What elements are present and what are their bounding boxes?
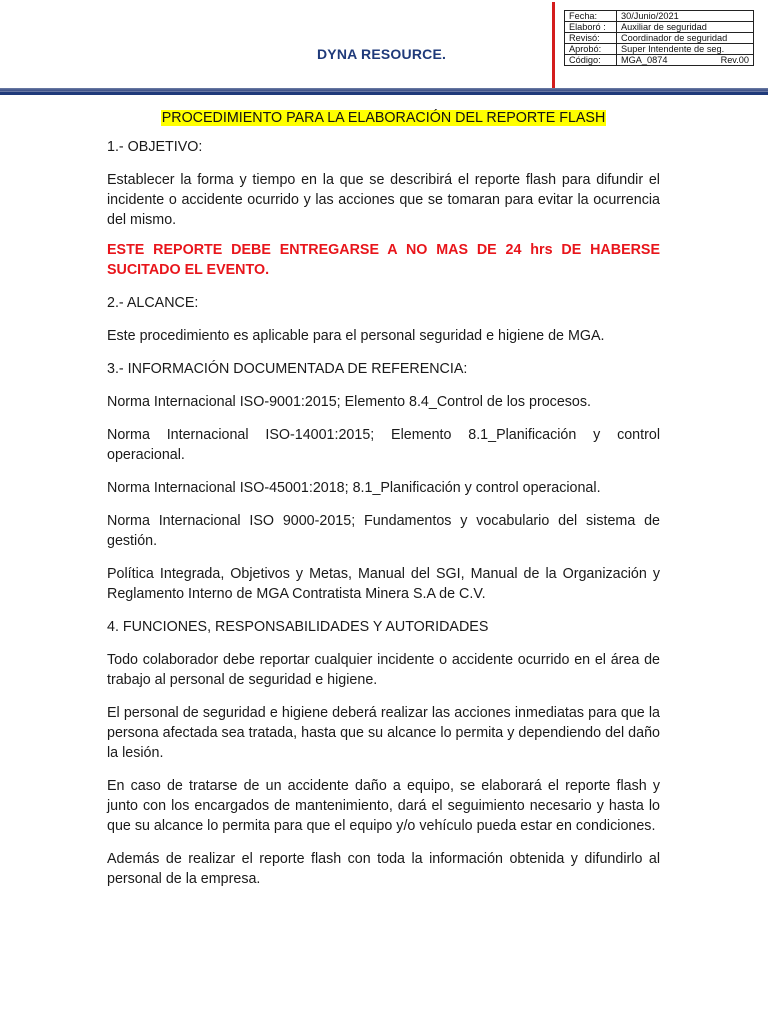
control-row — [565, 55, 754, 66]
control-label: Fecha: — [565, 11, 617, 22]
reference-item: Norma Internacional ISO 9000-2015; Fundamentos y vocabulario del sistema de gestión. — [107, 513, 660, 549]
control-label: Revisó: — [565, 33, 617, 44]
control-label: Código: — [565, 55, 617, 66]
control-row — [565, 11, 754, 22]
control-label: Elaboró : — [565, 22, 617, 33]
header-red-divider — [552, 2, 555, 90]
company-name: DYNA RESOURCE. — [317, 46, 447, 62]
reference-item: Norma Internacional ISO-9001:2015; Elemento 8.4_Control de los procesos. — [107, 394, 591, 410]
document-title: PROCEDIMIENTO PARA LA ELABORACIÓN DEL REPORTE FLASH — [161, 110, 606, 126]
reference-item: Norma Internacional ISO-14001:2015; Elemento 8.1_Planificación y control operacional. — [107, 427, 660, 463]
funciones-paragraph: El personal de seguridad e higiene deberá realizar las acciones inmediatas para que la persona afectada sea tratada, hasta que su alcance lo permita y dependiendo del daño la lesión. — [107, 705, 660, 761]
control-row — [565, 33, 754, 44]
funciones-paragraph: Además de realizar el reporte flash con toda la información obtenida y difundirlo al personal de la empresa. — [107, 851, 660, 887]
title-container — [107, 108, 660, 128]
section-heading-objetivo: 1.- OBJETIVO: — [107, 139, 203, 155]
control-row — [565, 22, 754, 33]
section-heading-funciones: 4. FUNCIONES, RESPONSABILIDADES Y AUTORIDADES — [107, 619, 489, 635]
control-value: Auxiliar de seguridad — [617, 22, 754, 33]
revision-number: Rev.00 — [720, 55, 749, 65]
control-label: Aprobó: — [565, 44, 617, 55]
control-value: Super Intendente de seg. — [617, 44, 754, 55]
document-control-table — [564, 10, 754, 66]
control-value: Coordinador de seguridad — [617, 33, 754, 44]
document-code: MGA_0874 — [621, 55, 668, 65]
section-heading-alcance: 2.- ALCANCE: — [107, 295, 199, 311]
reference-item: Política Integrada, Objetivos y Metas, Manual del SGI, Manual de la Organización y Reglamento Interno de MGA Contratista Minera S.A de C.V. — [107, 566, 660, 602]
document-body — [107, 108, 660, 902]
control-value: 30/Junio/2021 — [617, 11, 754, 22]
funciones-paragraph: En caso de tratarse de un accidente daño a equipo, se elaborará el reporte flash y junto con los encargados de mantenimiento, dará el seguimiento necesario y hasta lo que su alcance lo permita para que el equipo y/o vehículo pueda estar en condiciones. — [107, 778, 660, 834]
reference-item: Norma Internacional ISO-45001:2018; 8.1_Planificación y control operacional. — [107, 480, 601, 496]
control-value — [617, 55, 754, 66]
header-blue-line — [0, 92, 768, 95]
warning-text: ESTE REPORTE DEBE ENTREGARSE A NO MAS DE 24 hrs DE HABERSE SUCITADO EL EVENTO. — [107, 242, 660, 278]
funciones-paragraph: Todo colaborador debe reportar cualquier incidente o accidente ocurrido en el área de trabajo al personal de seguridad e higiene. — [107, 652, 660, 688]
alcance-text: Este procedimiento es aplicable para el personal seguridad e higiene de MGA. — [107, 328, 605, 344]
control-row — [565, 44, 754, 55]
objetivo-text: Establecer la forma y tiempo en la que se describirá el reporte flash para difundir el incidente o accidente ocurrido y las acciones que se tomaran para evitar la ocurrencia del mismo. — [107, 172, 660, 228]
section-heading-referencias: 3.- INFORMACIÓN DOCUMENTADA DE REFERENCIA: — [107, 361, 468, 377]
